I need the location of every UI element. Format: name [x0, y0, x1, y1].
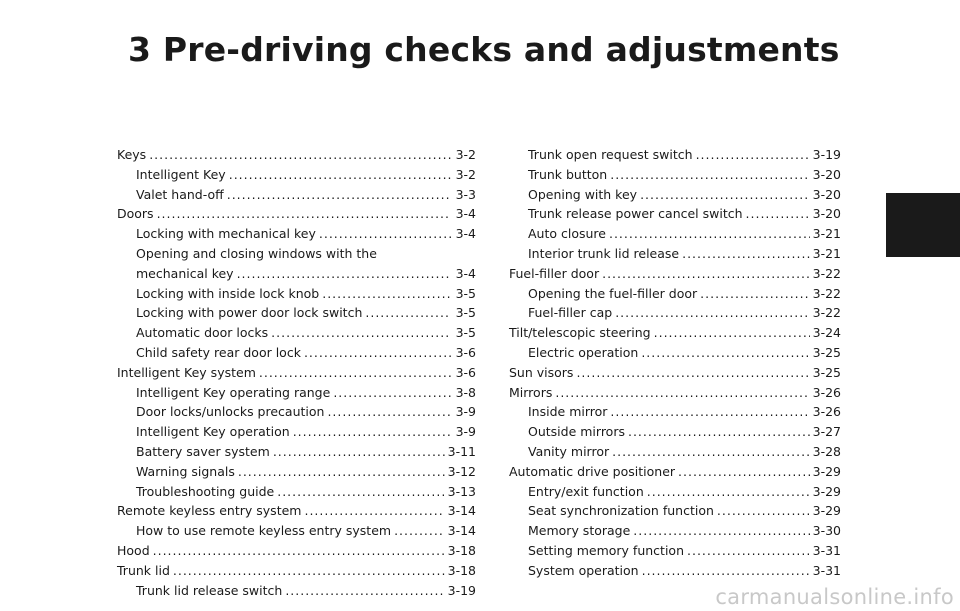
toc-page-number: 3-26	[812, 384, 841, 400]
toc-entry-title: Trunk lid	[117, 562, 170, 578]
toc-entry-title: Locking with power door lock switch	[136, 305, 363, 321]
toc-entry[interactable]	[117, 482, 476, 502]
toc-entry[interactable]	[117, 402, 476, 422]
toc-page-number: 3-12	[447, 463, 476, 479]
toc-entry-title: Trunk open request switch	[528, 147, 693, 162]
toc-leader-dots	[237, 264, 451, 284]
toc-entry-title: Intelligent Key system	[117, 364, 256, 380]
toc-leader-dots	[293, 422, 451, 442]
toc-leader-dots	[555, 383, 809, 403]
watermark: carmanualsonline.info	[715, 585, 954, 609]
toc-entry-title: Vanity mirror	[528, 443, 610, 459]
toc-page-number: 3-9	[455, 424, 476, 440]
toc-entry-title: Troubleshooting guide	[136, 483, 275, 499]
toc-leader-dots	[173, 561, 445, 581]
toc-leader-dots	[612, 442, 809, 462]
page-title: 3 Pre-driving checks and adjustments	[128, 30, 840, 69]
toc-entry[interactable]	[509, 541, 841, 561]
toc-page-number: 3-20	[812, 186, 841, 202]
toc-leader-dots	[682, 244, 810, 264]
chapter-tab-marker	[886, 193, 960, 257]
toc-leader-dots	[327, 402, 451, 422]
toc-entry[interactable]	[509, 244, 841, 264]
toc-page-number: 3-22	[812, 285, 841, 301]
toc-entry[interactable]	[117, 323, 476, 343]
toc-leader-dots	[628, 422, 810, 442]
toc-entry-title: Child safety rear door lock	[136, 344, 301, 360]
toc-entry-title: Electric operation	[528, 344, 639, 360]
toc-entry[interactable]	[509, 363, 841, 383]
toc-entry-title: Door locks/unlocks precaution	[136, 404, 325, 420]
toc-leader-dots	[746, 204, 810, 224]
toc-entry-title: Intelligent Key	[136, 166, 226, 182]
toc-entry-title: Automatic door locks	[136, 325, 269, 341]
toc-leader-dots	[394, 521, 445, 541]
toc-entry-title: Inside mirror	[528, 404, 608, 420]
toc-left-column	[117, 145, 476, 600]
toc-entry-title: Outside mirrors	[528, 424, 625, 440]
toc-entry[interactable]	[117, 204, 476, 224]
toc-page-number: 3-29	[812, 463, 841, 479]
toc-leader-dots	[717, 501, 810, 521]
toc-entry[interactable]	[117, 165, 476, 185]
toc-leader-dots	[319, 224, 451, 244]
toc-page-number: 3-3	[455, 186, 476, 202]
toc-leader-dots	[227, 185, 451, 205]
toc-entry[interactable]	[509, 204, 841, 224]
toc-leader-dots	[333, 383, 451, 403]
toc-entry[interactable]	[117, 145, 476, 165]
toc-page-number: 3-4	[455, 206, 476, 222]
toc-leader-dots	[642, 561, 810, 581]
toc-page-number: 3-21	[812, 226, 841, 242]
toc-leader-dots	[633, 521, 809, 541]
toc-entry-title: Intelligent Key operating range	[136, 384, 331, 400]
toc-page-number: 3-19	[447, 582, 476, 598]
toc-page-number: 3-14	[447, 523, 476, 539]
toc-entry-title: Fuel-filler cap	[528, 305, 613, 321]
toc-leader-dots	[157, 204, 451, 224]
toc-entry[interactable]	[509, 303, 841, 323]
toc-entry[interactable]	[509, 323, 841, 343]
toc-entry[interactable]	[117, 462, 476, 482]
toc-entry-title: Battery saver system	[136, 443, 270, 459]
toc-page-number: 3-19	[812, 147, 841, 162]
toc-entry-title: Keys	[117, 147, 147, 162]
toc-entry-title: Opening and closing windows with the	[136, 245, 377, 261]
toc-entry[interactable]	[117, 185, 476, 205]
toc-entry[interactable]	[117, 284, 476, 304]
toc-entry-title: System operation	[528, 562, 639, 578]
toc-entry-title: Trunk release power cancel switch	[528, 206, 743, 222]
toc-entry-title: Valet hand-off	[136, 186, 224, 202]
toc-page-number: 3-5	[455, 325, 476, 341]
toc-page-number: 3-29	[812, 483, 841, 499]
toc-entry-title: Memory storage	[528, 523, 631, 539]
toc-entry[interactable]	[117, 383, 476, 403]
toc-entry[interactable]	[117, 501, 476, 521]
toc-leader-dots	[229, 165, 451, 185]
toc-page-number: 3-9	[455, 404, 476, 420]
toc-entry[interactable]	[117, 442, 476, 462]
toc-entry[interactable]	[509, 284, 841, 304]
toc-entry-title: Auto closure	[528, 226, 606, 242]
toc-entry[interactable]	[509, 185, 841, 205]
toc-entry[interactable]	[509, 422, 841, 442]
toc-leader-dots	[259, 363, 451, 383]
toc-entry-title: Doors	[117, 206, 154, 222]
toc-entry-title: Entry/exit function	[528, 483, 644, 499]
toc-entry[interactable]	[509, 224, 841, 244]
toc-entry[interactable]	[117, 224, 476, 244]
toc-page-number: 3-8	[455, 384, 476, 400]
toc-leader-dots	[365, 303, 451, 323]
toc-entry-title: Automatic drive positioner	[509, 463, 676, 479]
toc-entry-title: Fuel-filler door	[509, 265, 600, 281]
toc-leader-dots	[576, 363, 809, 383]
toc-page-number: 3-4	[455, 226, 476, 242]
toc-page-number: 3-25	[812, 364, 841, 380]
toc-entry[interactable]	[509, 343, 841, 363]
toc-entry[interactable]	[117, 244, 476, 284]
toc-leader-dots	[149, 145, 451, 165]
toc-leader-dots	[304, 501, 444, 521]
toc-entry[interactable]	[509, 165, 841, 185]
toc-entry-title: Warning signals	[136, 463, 235, 479]
toc-entry[interactable]	[509, 442, 841, 462]
toc-page-number: 3-2	[455, 147, 476, 162]
toc-leader-dots	[700, 284, 809, 304]
toc-entry-title: Sun visors	[509, 364, 574, 380]
toc-page-number: 3-22	[812, 265, 841, 281]
toc-page-number: 3-20	[812, 166, 841, 182]
toc-entry-title: Mirrors	[509, 384, 553, 400]
toc-entry[interactable]	[117, 581, 476, 601]
toc-entry[interactable]	[509, 482, 841, 502]
toc-entry[interactable]	[509, 145, 841, 165]
toc-page-number: 3-31	[812, 562, 841, 578]
toc-leader-dots	[322, 284, 451, 304]
toc-page-number: 3-29	[812, 503, 841, 519]
toc-entry-title: Opening with key	[528, 186, 638, 202]
toc-page-number: 3-22	[812, 305, 841, 321]
toc-entry[interactable]	[509, 264, 841, 284]
toc-entry[interactable]	[117, 422, 476, 442]
toc-entry[interactable]	[117, 343, 476, 363]
toc-leader-dots	[285, 581, 444, 601]
toc-leader-dots	[687, 541, 810, 561]
toc-leader-dots	[640, 185, 810, 205]
toc-page-number: 3-28	[812, 443, 841, 459]
toc-entry-title: Trunk lid release switch	[136, 582, 283, 598]
toc-leader-dots	[609, 224, 810, 244]
toc-page-number: 3-25	[812, 344, 841, 360]
toc-entry-title: Locking with inside lock knob	[136, 285, 320, 301]
toc-leader-dots	[610, 402, 809, 422]
toc-leader-dots	[696, 145, 810, 165]
toc-entry-title: Remote keyless entry system	[117, 503, 302, 519]
toc-entry[interactable]	[117, 561, 476, 581]
toc-leader-dots	[610, 165, 809, 185]
toc-entry-title: Locking with mechanical key	[136, 226, 316, 242]
toc-leader-dots	[602, 264, 810, 284]
toc-leader-dots	[641, 343, 809, 363]
toc-entry-title: Interior trunk lid release	[528, 245, 680, 261]
toc-entry[interactable]	[509, 561, 841, 581]
toc-page-number: 3-14	[447, 503, 476, 519]
toc-page-number: 3-4	[455, 265, 476, 281]
toc-entry-title: Seat synchronization function	[528, 503, 714, 519]
toc-leader-dots	[238, 462, 445, 482]
toc-entry[interactable]	[117, 303, 476, 323]
toc-page-number: 3-18	[447, 542, 476, 558]
toc-leader-dots	[271, 323, 451, 343]
toc-leader-dots	[647, 482, 810, 502]
toc-page-number: 3-24	[812, 325, 841, 341]
toc-entry[interactable]	[509, 462, 841, 482]
toc-leader-dots	[654, 323, 810, 343]
toc-page-number: 3-27	[812, 424, 841, 440]
toc-leader-dots	[678, 462, 810, 482]
toc-page-number: 3-5	[455, 305, 476, 321]
toc-entry-title: How to use remote keyless entry system	[136, 523, 392, 539]
toc-entry[interactable]	[509, 383, 841, 403]
toc-entry-title: Opening the fuel-filler door	[528, 285, 698, 301]
toc-entry-title: Setting memory function	[528, 542, 684, 558]
toc-entry-title: Tilt/telescopic steering	[509, 325, 651, 341]
toc-entry[interactable]	[509, 402, 841, 422]
toc-page-number: 3-30	[812, 523, 841, 539]
toc-leader-dots	[277, 482, 444, 502]
toc-page-number: 3-5	[455, 285, 476, 301]
toc-page-number: 3-6	[455, 344, 476, 360]
toc-page-number: 3-31	[812, 542, 841, 558]
toc-entry[interactable]	[117, 521, 476, 541]
toc-entry[interactable]	[117, 363, 476, 383]
toc-page-number: 3-26	[812, 404, 841, 420]
toc-leader-dots	[615, 303, 809, 323]
toc-leader-dots	[153, 541, 445, 561]
toc-entry-title: Intelligent Key operation	[136, 424, 290, 440]
toc-page-number: 3-21	[812, 245, 841, 261]
toc-entry-title-continuation: mechanical key	[136, 265, 234, 281]
toc-page-number: 3-6	[455, 364, 476, 380]
toc-page-number: 3-20	[812, 206, 841, 222]
toc-page-number: 3-13	[447, 483, 476, 499]
toc-leader-dots	[304, 343, 451, 363]
toc-leader-dots	[273, 442, 445, 462]
toc-entry-title: Hood	[117, 542, 150, 558]
toc-right-column	[509, 145, 841, 581]
toc-page-number: 3-2	[455, 166, 476, 182]
toc-page-number: 3-11	[447, 443, 476, 459]
toc-entry[interactable]	[509, 521, 841, 541]
toc-entry-title: Trunk button	[528, 166, 608, 182]
toc-entry[interactable]	[509, 501, 841, 521]
toc-page-number: 3-18	[447, 562, 476, 578]
toc-entry[interactable]	[117, 541, 476, 561]
